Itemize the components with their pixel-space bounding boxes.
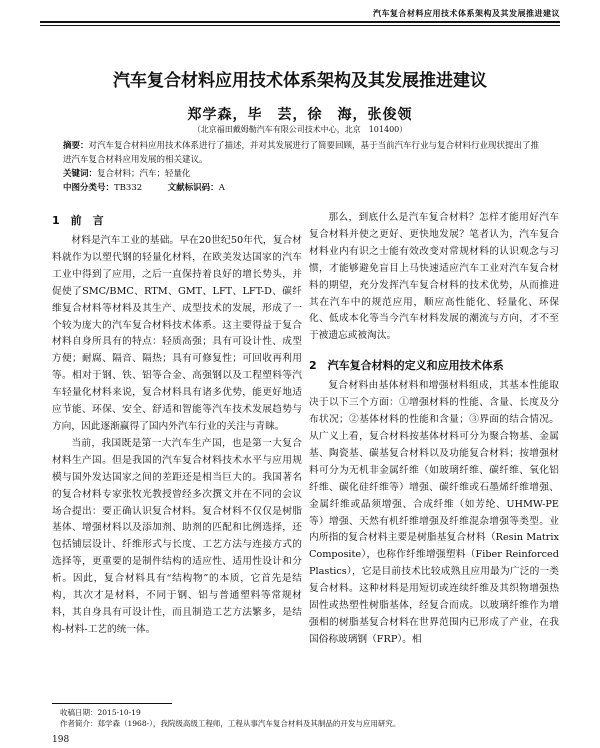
keywords-text: 复合材料；汽车；轻量化 (97, 169, 191, 179)
section-heading-2: 2 汽车复合材料的定义和应用技术体系 (309, 359, 504, 373)
paragraph: 材料是汽车工业的基础。早在20世纪50年代，复合材料就作为以塑代钢的轻量化材料，在欧美发达国家的汽车工业中得到了应用，之后一直保持着良好的增长势头，并促使了SMC/BMC、RTM、GMT、LFT、LFT-D、碳纤维复合材料等材料及其生产、成型技术的发展，形成了一个较为庞大的汽车复合材料技术体系。这主要得益于复合材料自身所具有的特点：轻质高强；具有可设计性、成型方便；耐腐、隔音、隔热；具有可修复性；可回收再利用等。相对于钢、铁、铝等合金、高强钢以及工程塑料等汽车轻量化材料来说，复合材料具有诸多优势，能更好地适应节能、环保、安全、舒适和智能等汽车技术发展趋势与方向，因此逐渐赢得了国内外汽车行业的关注与青睐。 (52, 235, 302, 432)
paragraph: 那么，到底什么是汽车复合材料？怎样才能用好汽车复合材料并使之更好、更快地发展？笔者认为，汽车复合材料业内有识之士能有效改变对常规材料的认识观念与习惯，才能够避免盲目上马快速适应汽车工业对汽车复合材料的期望，充分发挥汽车复合材料的技术优势，从而推进其在汽车中的规范应用，顺应高性能化、轻量化、环保化、低成本化等当今汽车材料发展的潮流与方向，才不至于被遗忘或被淘汰。 (309, 212, 559, 342)
affiliation: （北京福田戴姆勒汽车有限公司技术中心，北京 101400） (192, 125, 408, 134)
classification-value: TB332 (114, 183, 143, 193)
abstract-label: 摘要： (63, 141, 89, 151)
author-bio: 作者简介：郑学森（1968-），我院级高级工程师，工程从事汽车复合材料及其制品的开发与应用研究。 (60, 719, 401, 728)
keywords (63, 167, 543, 181)
classification-label: 中图分类号： (63, 183, 115, 193)
abstract-block (63, 139, 543, 195)
running-header: 汽车复合材料应用技术体系架构及其发展推进建议 (373, 8, 560, 18)
page-number: 198 (52, 735, 70, 745)
left-column (52, 210, 302, 639)
paragraph: 当前，我国既是第一大汽车生产国，也是第一大复合材料生产国。但是我国的汽车复合材料技术水平与应用规模与国外发达国家之间的差距还是相当巨大的。我国著名的复合材料专家张牧光教授曾经多次撰文并在不同的会议场合提出：要正确认识复合材料。复合材料不仅仅是树脂基体、增强材料以及添加剂、助剂的匹配和比例选择，还包括铺层设计、纤维形式与长度、工艺方法与连接方式的选择等，更重要的是制件结构的适应性、适用性设计和分析。因此，复合材料具有“结构物”的本质，它首先是结构，其次才是材料，不同于钢、铝与普通塑料等常规材料，其自身具有可设计性，而且制造工艺方法繁多，是结构-材料-工艺的统一体。 (52, 437, 302, 635)
footnote-rule (52, 703, 172, 704)
section-heading-1: 1 前 言 (52, 214, 104, 227)
document-code-label: 文献标识码： (167, 183, 219, 193)
classification (63, 181, 543, 195)
header-rule (40, 21, 560, 23)
header-rule-thin (40, 25, 560, 26)
received-date: 收稿日期：2015-10-19 (60, 708, 141, 717)
authors: 郑学森，毕 芸，徐 海，张俊领 (187, 107, 413, 123)
right-column (309, 210, 559, 649)
abstract-text: 对汽车复合材料应用技术体系进行了描述，并对其发展进行了简要回顾，基于当前汽车行业与复合材料行业现状提出了推进汽车复合材料应用发展的相关建议。 (63, 141, 540, 165)
paragraph: 复合材料由基体材料和增强材料组成，其基本性能取决于以下三个方面：①增强材料的性能、含量、长度及分布状况；②基体材料的性能和含量；③界面的结合情况。从广义上看，复合材料按基体材料可分为聚合物基、金属基、陶瓷基、碳基复合材料以及功能复合材料；按增强材料可分为无机非金属纤维（如玻璃纤维、碳纤维、氧化铝纤维、碳化硅纤维等）增强、碳纤维或石墨烯纤维增强、金属纤维或晶须增强、合成纤维（如芳纶、UHMW-PE等）增强、天然有机纤维增强及纤维混杂增强等类型。业内所指的复合材料主要是树脂基复合材料（Resin Matrix Composite），也称作纤维增强塑料（Fiber Reinforced Plastics），它是目前技术比较成熟且应用最为广泛的一类复合材料。这种材料是用短切或连续纤维及其织物增强热固性或热塑性树脂基体，经复合而成。以玻璃纤维作为增强相的树脂基复合材料在世界范围内已形成了产业，在我国俗称玻璃钢（FRP）。相 (309, 380, 559, 645)
document-code-value: A (218, 183, 225, 193)
article-title: 汽车复合材料应用技术体系架构及其发展推进建议 (113, 71, 487, 91)
section-spacer (309, 345, 559, 355)
keywords-label: 关键词： (63, 169, 98, 179)
abstract (63, 139, 543, 167)
footnotes (60, 707, 540, 729)
